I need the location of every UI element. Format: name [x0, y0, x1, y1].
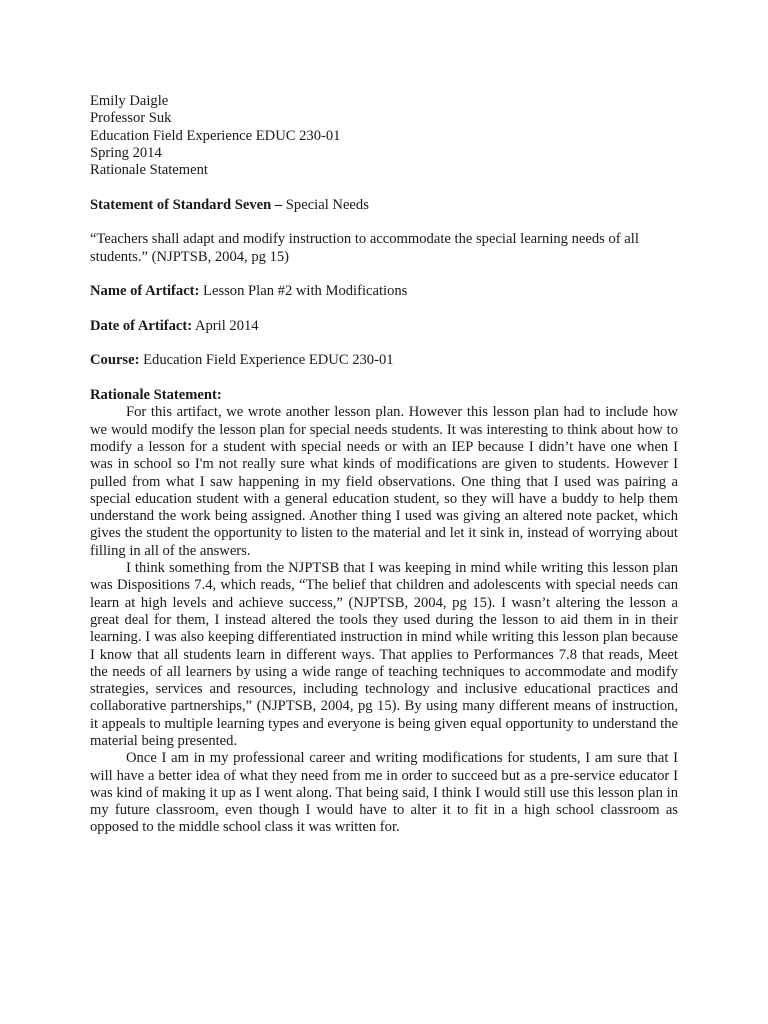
rationale-heading: Rationale Statement: [90, 387, 222, 404]
standard-quote: “Teachers shall adapt and modify instruction to accommodate the special learning needs of all students.” (NJPTSB, 2004, pg 15) [90, 231, 639, 265]
artifact-name-value: Lesson Plan #2 with Modifications [199, 283, 408, 300]
author-name: Emily Daigle [90, 93, 169, 109]
rationale-paragraph-3: Once I am in my professional career and writing modifications for students, I am sure that I will have a better idea of what they need from me in order to succeed but as a pre-service educator I was kind of making it up as I went along. That being said, I think I would still use this lesson plan in my future classroom, even though I would have to alter it to fit in a high school classroom as opposed to the middle school class it was written for. [90, 750, 678, 836]
rationale-paragraph-2: I think something from the NJPTSB that I was keeping in mind while writing this lesson plan was Dispositions 7.4, which reads, “The belief that children and adolescents with special needs can learn at high levels and achieve success,” (NJPTSB, 2004, pg 15). I wasn’t altering the lesson a great deal for them, I instead altered the tools they used during the lesson to aid them in in their learning. I was also keeping differentiated instruction in mind while writing this lesson plan because I know that all students learn in different ways. That applies to Performances 7.8 that reads, Meet the needs of all learners by using a wide range of teaching techniques to accommodate and modify strategies, services and resources, including technology and inclusive educational practices and collaborative partnerships,” (NJPTSB, 2004, pg 15). By using many different means of instruction, it appeals to multiple learning types and everyone is being given equal opportunity to understand the material being presented. [90, 560, 678, 749]
course-field [90, 352, 678, 369]
artifact-name-label: Name of Artifact: [90, 283, 200, 300]
course-field-label: Course: [90, 352, 140, 369]
rationale-paragraph-1: For this artifact, we wrote another lesson plan. However this lesson plan had to include how we would modify the lesson plan for special needs students. It was interesting to think about how to modify a lesson for a student with special needs or with an IEP because I didn’t have one when I was in school so I'm not really sure what kinds of modifications are given to students. However I pulled from what I saw happening in my field observations. One thing that I used was pairing a special education student with a general education student, so they will have a buddy to help them understand the work being assigned. Another thing I used was giving an altered note packet, which gives the student the opportunity to listen to the material and let it sink in, instead of worrying about filling in all of the answers. [90, 404, 678, 559]
course-name: Education Field Experience EDUC 230-01 [90, 127, 341, 144]
course-field-value: Education Field Experience EDUC 230-01 [139, 352, 394, 369]
artifact-date-label: Date of Artifact: [90, 317, 193, 334]
professor-name: Professor Suk [90, 110, 172, 127]
standard-value: Special Needs [282, 196, 369, 213]
artifact-date [90, 318, 678, 335]
document-type: Rationale Statement [90, 162, 208, 179]
artifact-date-value: April 2014 [192, 317, 259, 334]
document-body [90, 93, 678, 837]
term: Spring 2014 [90, 144, 162, 161]
standard-label: Statement of Standard Seven – [90, 196, 283, 213]
standard-statement [90, 197, 678, 214]
artifact-name [90, 283, 678, 300]
